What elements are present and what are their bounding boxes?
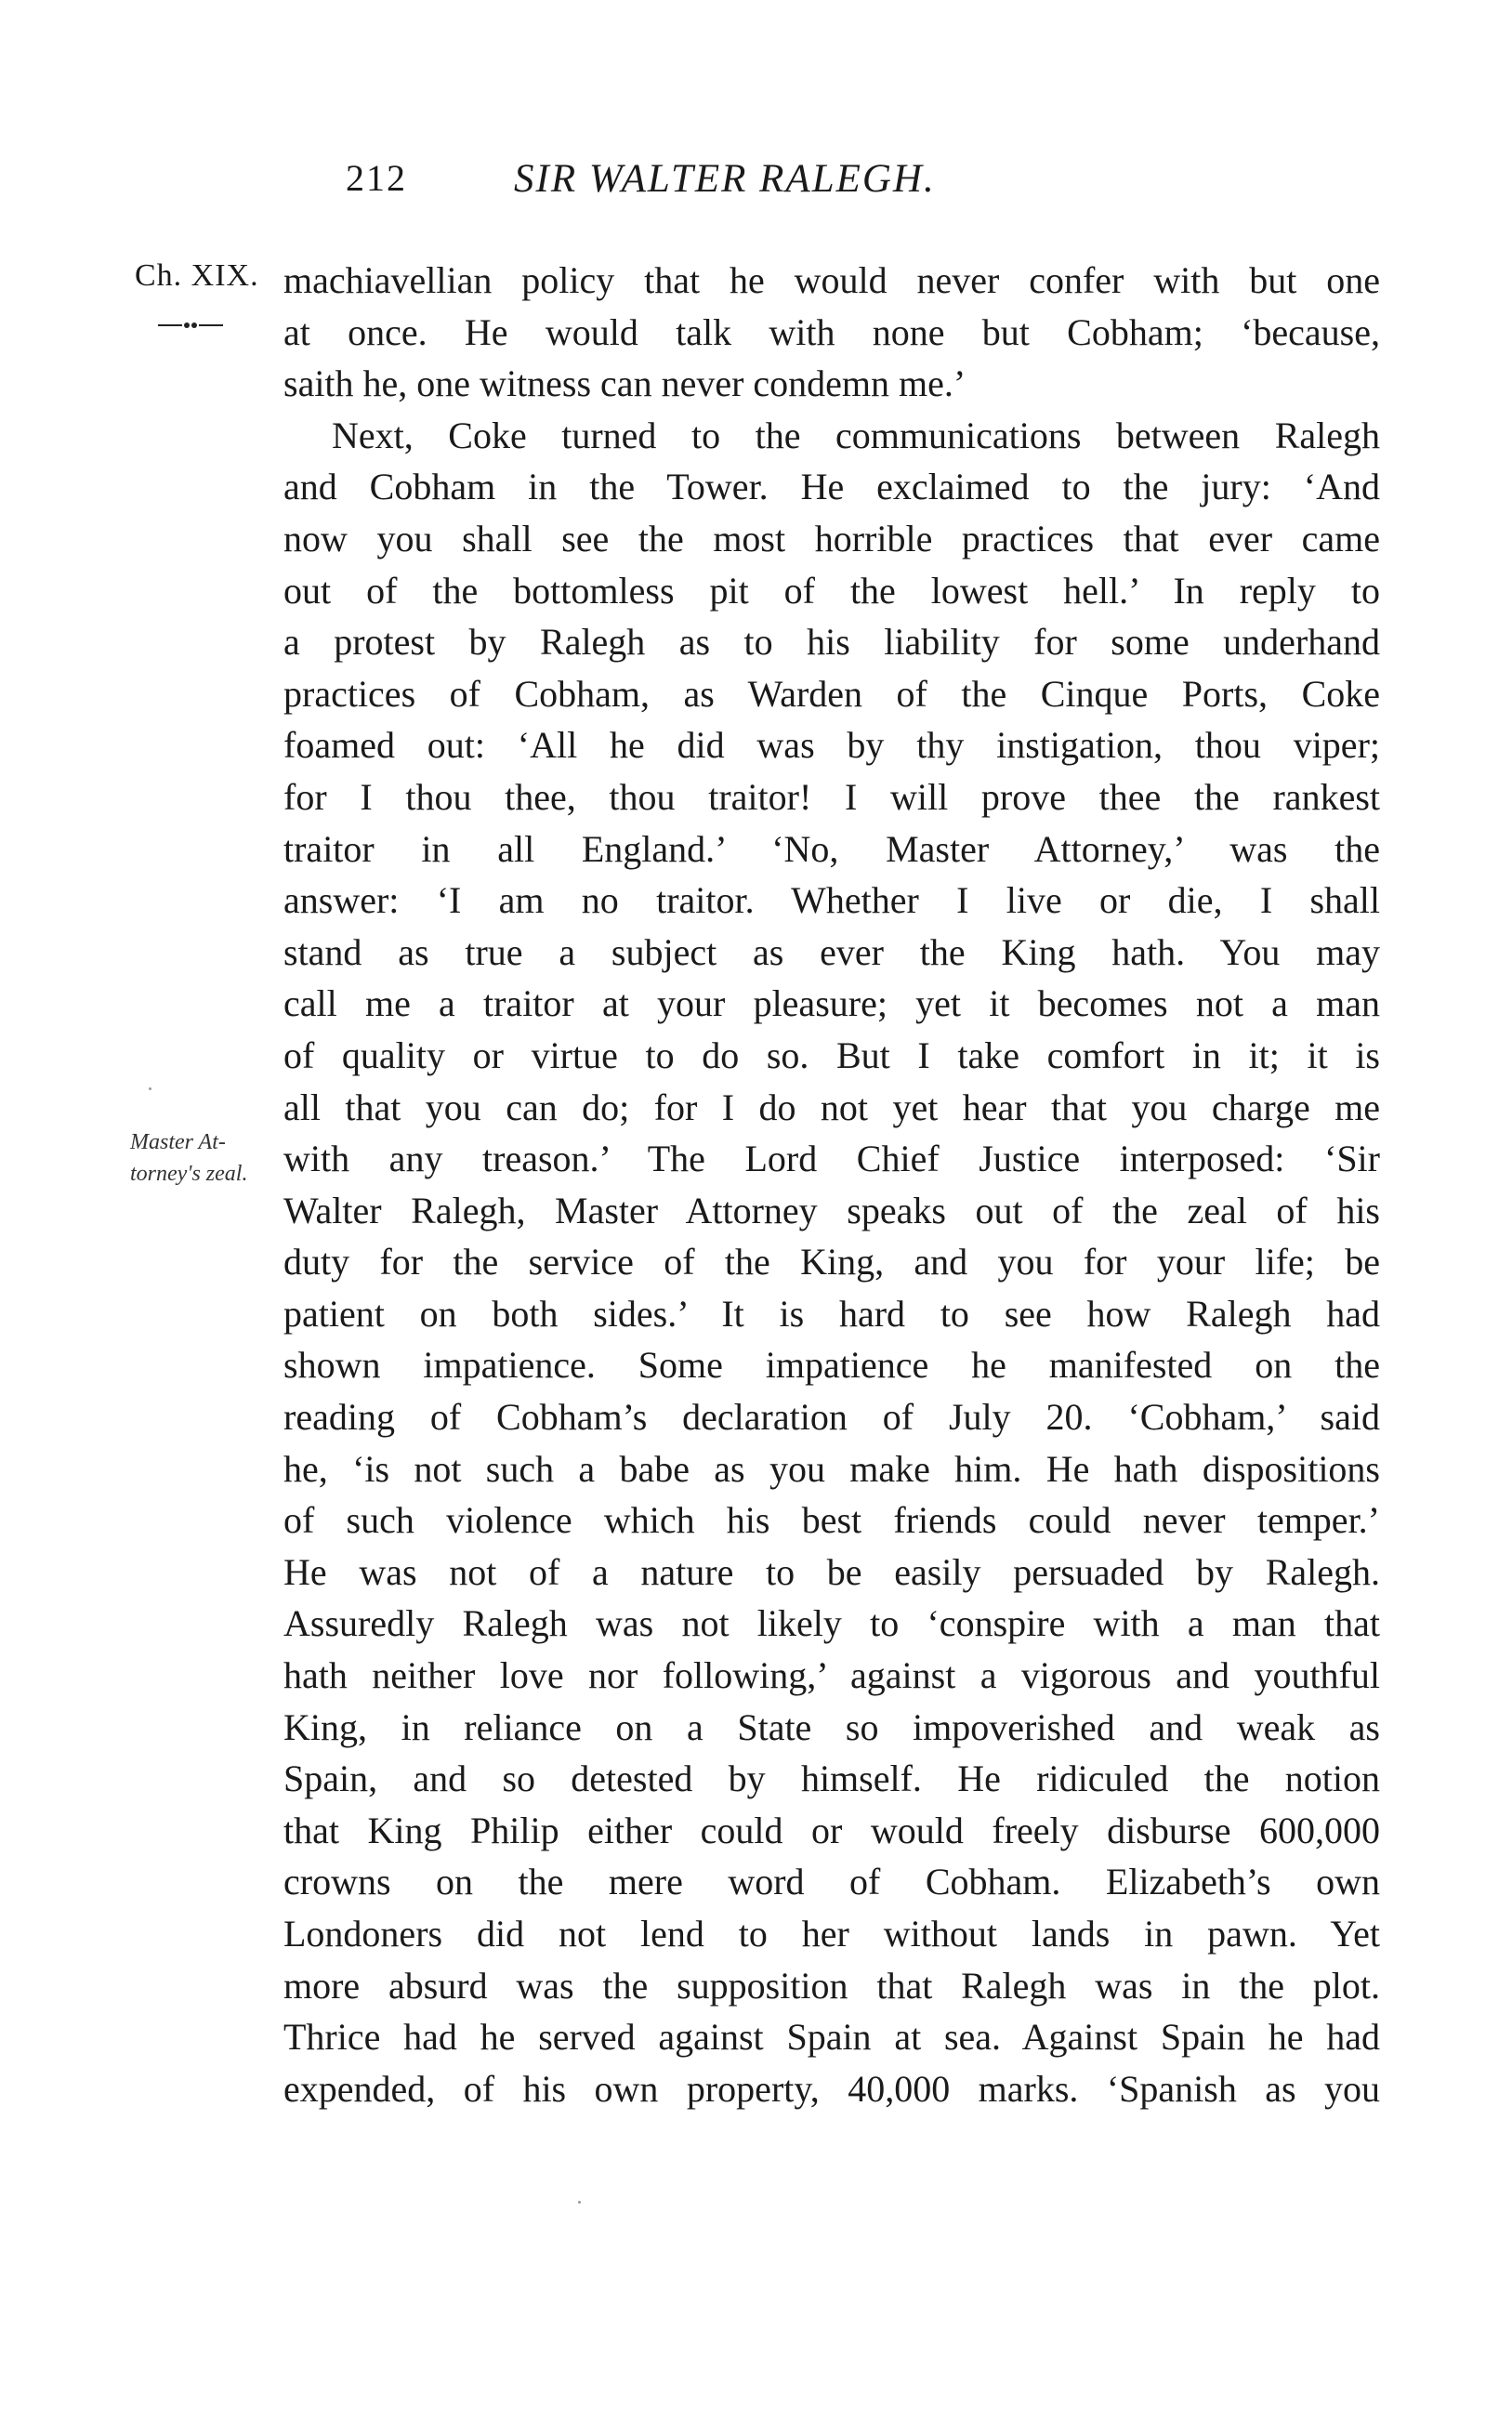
text-line: out of the bottomless pit of the lowest hell.’ In reply to — [283, 569, 1380, 612]
text-line: traitor in all England.’ ‘No, Master Attorney,’ was the — [283, 827, 1380, 870]
text-line: more absurd was the supposition that Ralegh was in the plot. — [283, 1964, 1380, 2007]
text-line: now you shall see the most horrible practices that ever came — [283, 517, 1380, 559]
text-line: practices of Cobham, as Warden of the Cinque Ports, Coke — [283, 672, 1380, 715]
paper-speck — [578, 2201, 581, 2204]
text-line: patient on both sides.’ It is hard to see how Ralegh had — [283, 1292, 1380, 1335]
page-number: 212 — [346, 157, 407, 199]
text-line: Next, Coke turned to the communications between Ralegh — [332, 414, 1380, 456]
body-text — [283, 255, 1380, 2114]
text-line: of such violence which his best friends could never temper.’ — [283, 1499, 1380, 1542]
text-line: saith he, one witness can never condemn me.’ — [283, 362, 966, 405]
page-header — [0, 156, 1512, 212]
text-line: that King Philip either could or would freely disburse 600,000 — [283, 1809, 1380, 1851]
text-line: all that you can do; for I do not yet hear that you charge me — [283, 1086, 1380, 1128]
text-line: expended, of his own property, 40,000 marks. ‘Spanish as you — [283, 2067, 1380, 2110]
text-line: answer: ‘I am no traitor. Whether I live or die, I shall — [283, 879, 1380, 922]
text-line: and Cobham in the Tower. He exclaimed to the jury: ‘And — [283, 466, 1380, 508]
text-line: Assuredly Ralegh was not likely to ‘conspire with a man that — [283, 1602, 1380, 1645]
marginal-note-line: torney's zeal. — [130, 1162, 248, 1186]
text-line: crowns on the mere word of Cobham. Elizabeth’s own — [283, 1861, 1380, 1903]
text-line: stand as true a subject as ever the King hath. You may — [283, 930, 1380, 973]
text-line: Walter Ralegh, Master Attorney speaks out of the zeal of his — [283, 1189, 1380, 1231]
text-line: shown impatience. Some impatience he manifested on the — [283, 1344, 1380, 1387]
paper-speck — [149, 1087, 151, 1090]
text-line: for I thou thee, thou traitor! I will prove thee the rankest — [283, 775, 1380, 818]
text-line: Spain, and so detested by himself. He ridiculed the notion — [283, 1757, 1380, 1800]
text-line: Thrice had he served against Spain at sea. Against Spain he had — [283, 2016, 1380, 2059]
text-line: he, ‘is not such a babe as you make him. He hath dispositions — [283, 1447, 1380, 1490]
text-line: He was not of a nature to be easily persuaded by Ralegh. — [283, 1550, 1380, 1593]
marginal-note-line: Master At- — [130, 1130, 226, 1154]
text-line: a protest by Ralegh as to his liability for some underhand — [283, 621, 1380, 664]
ornament-divider-icon — [156, 316, 225, 335]
text-line: of quality or virtue to do so. But I take comfort in it; it is — [283, 1033, 1380, 1076]
running-title: SIR WALTER RALEGH. — [514, 157, 936, 201]
text-line: call me a traitor at your pleasure; yet it becomes not a man — [283, 982, 1380, 1025]
text-line: duty for the service of the King, and you for your life; be — [283, 1241, 1380, 1283]
text-line: machiavellian policy that he would never confer with but one — [283, 259, 1380, 301]
text-line: foamed out: ‘All he did was by thy instigation, thou viper; — [283, 724, 1380, 767]
text-line: at once. He would talk with none but Cobham; ‘because, — [283, 310, 1380, 353]
text-line: King, in reliance on a State so impoverished and weak as — [283, 1705, 1380, 1748]
text-line: Londoners did not lend to her without lands in pawn. Yet — [283, 1913, 1380, 1955]
chapter-label: Ch. XIX. — [135, 258, 259, 293]
text-line: reading of Cobham’s declaration of July 20. ‘Cobham,’ said — [283, 1396, 1380, 1439]
marginal-note — [130, 1126, 270, 1190]
text-line: with any treason.’ The Lord Chief Justice interposed: ‘Sir — [283, 1138, 1380, 1180]
text-line: hath neither love nor following,’ against a vigorous and youthful — [283, 1654, 1380, 1697]
